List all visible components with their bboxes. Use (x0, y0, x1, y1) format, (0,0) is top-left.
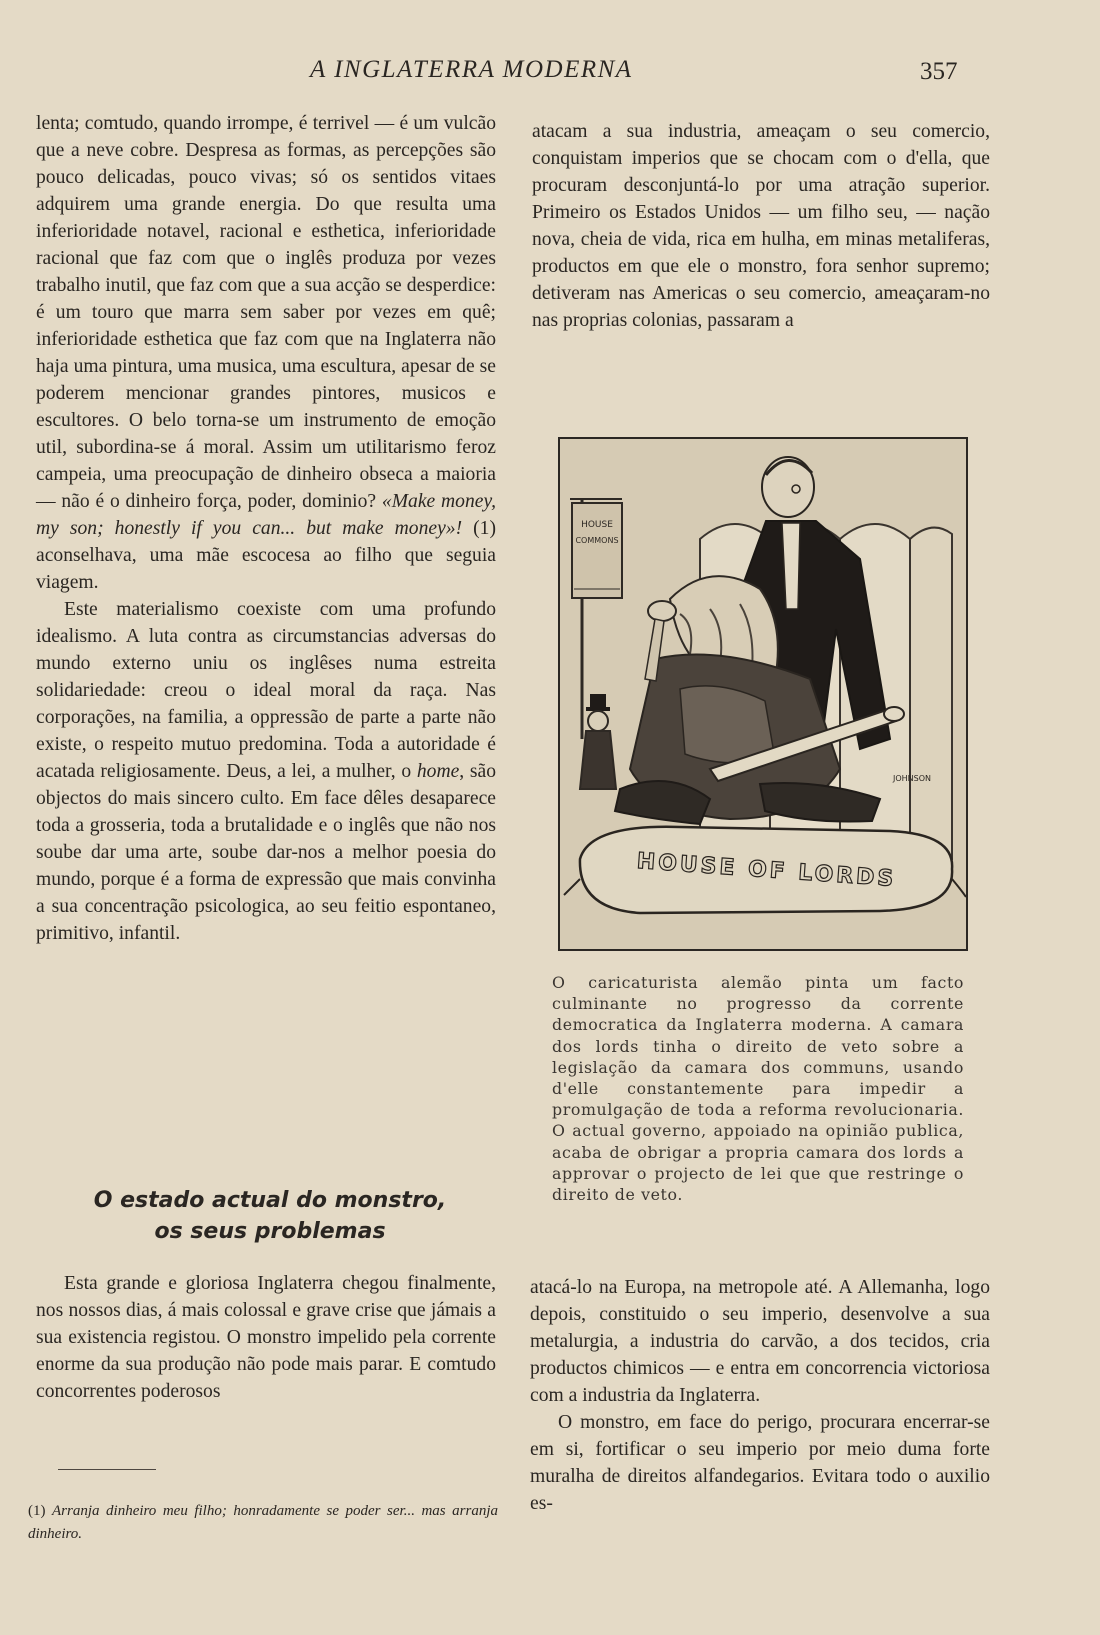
caption-text: O caricaturista alemão pinta um facto culminante no progresso da corrente democratica da Inglaterra moderna. A camara dos lords tinha o direito de veto sobre a legislação da camara dos communs, usando d'elle constantemente para impedir a promulgação de toda a reforma revolucionaria. O actual governo, appoiado na opinião publica, acaba de obrigar a propria camara dos lords a approvar o projecto de lei que que restringe o direito de veto. (552, 973, 964, 1205)
paragraph-materialism (36, 110, 496, 596)
paragraph-defence: O monstro, em face do perigo, procurara encerrar-se em si, fortificar o seu imperio por meio duma forte muralha de direitos alfandegarios. Evitara todo o auxilio es- (530, 1412, 990, 1514)
illustration-caption (552, 972, 964, 1205)
page-number: 357 (920, 58, 958, 85)
banner-text-2: COMMONS (575, 536, 619, 545)
footnote-text: Arranja dinheiro meu filho; honradamente se poder ser... mas arranja dinheiro. (28, 1503, 498, 1542)
paragraph-idealism (36, 596, 496, 947)
paragraph-text: lenta; comtudo, quando irrompe, é terrivel — é um vulcão que a neve cobre. Despresa as formas, as percepções são pouco delicadas, pouco vivas; só os sentidos vitaes adquirem uma grande energia. Do que resulta uma inferioridade notavel, racional e esthetica, inferioridade racional que faz com que o inglês produza por vezes trabalho inutil, que faz com que a sua acção se desperdice: é um touro que marra sem saber por vezes em quê; inferioridade esthetica que faz com que na Inglaterra não haja uma pintura, uma musica, uma escultura, apesar de se poderem mencionar grandes pintores, musicos e escultores. O belo torna-se um instrumento de emoção util, subordina-se á moral. Assim um utilitarismo feroz campeia, uma preocupação de dinheiro obseca a maioria — não é o dinheiro força, poder, dominio? (36, 113, 496, 512)
caricature-illustration (558, 437, 968, 951)
paragraph-competitors: atacam a sua industria, ameaçam o seu comercio, conquistam imperios que se chocam com o d'ella, que procuram desconjuntá-lo por uma atração superior. Primeiro os Estados Unidos — um filho seu, — nação nova, cheia de vida, rica em hulha, em minas metaliferas, productos em que ele o monstro, fora senhor supremo; detiveram nas Americas o seu comercio, ameaçaram-no nas proprias colonias, passaram a (532, 121, 990, 331)
running-head: A INGLATERRA MODERNA (310, 56, 633, 83)
left-column-bottom (36, 1270, 496, 1405)
banner-text-1: HOUSE (581, 520, 613, 530)
quoted-advice: «Make money, my son; honestly if you can... but make money»! (36, 491, 496, 539)
section-heading (40, 1185, 500, 1247)
paragraph-text: , são objectos do mais sincero culto. Em face dêles desaparece toda a grosseria, toda a brutalidade e o inglês que não nos soube dar uma arte, soube dar-nos a melhor poesia do mundo, porque é a forma de expressão que mais convinha a sua concentração psicologica, ao seu feitio espontaneo, primitivo, infantil. (36, 761, 496, 944)
home-term: home (416, 761, 460, 782)
section-heading-line-1: O estado actual do monstro, (93, 1188, 447, 1213)
cushion-text: HOUSE OF LORDS (635, 848, 897, 893)
caricature-drawing (560, 439, 966, 949)
artist-signature: JOHNSON (892, 774, 932, 783)
paragraph-germany: atacá-lo na Europa, na metropole até. A Allemanha, logo depois, constituido o seu imperio, desenvolve a sua metalurgia, a industria do carvão, a dos tecidos, cria productos chimicos — e entra em concorrencia victoriosa com a industria da Inglaterra. (530, 1277, 990, 1406)
footnote-marker: (1) (28, 1503, 46, 1519)
right-column-top (532, 118, 990, 334)
footnote-divider (58, 1469, 156, 1470)
paragraph-text: (1) aconselhava, uma mãe escocesa ao filho que seguia viagem. (36, 518, 496, 593)
right-column-bottom (530, 1274, 990, 1517)
section-heading-line-2: os seus problemas (154, 1219, 386, 1244)
footnote (28, 1500, 498, 1546)
paragraph-crisis: Esta grande e gloriosa Inglaterra chegou finalmente, nos nossos dias, á mais colossal e grave crise que jámais a sua existencia registou. O monstro impelido pela corrente enorme da sua produção não pode mais parar. E comtudo concorrentes poderosos (36, 1273, 496, 1402)
paragraph-text: Este materialismo coexiste com uma profundo idealismo. A luta contra as circumstancias adversas do mundo externo uniu os inglêses numa estreita solidariedade: creou o ideal moral da raça. Nas corporações, na familia, a oppressão de parte a parte não existe, o respeito mutuo predomina. Toda a autoridade é acatada religiosamente. Deus, a lei, a mulher, o (36, 599, 496, 782)
left-column-top (36, 110, 496, 947)
